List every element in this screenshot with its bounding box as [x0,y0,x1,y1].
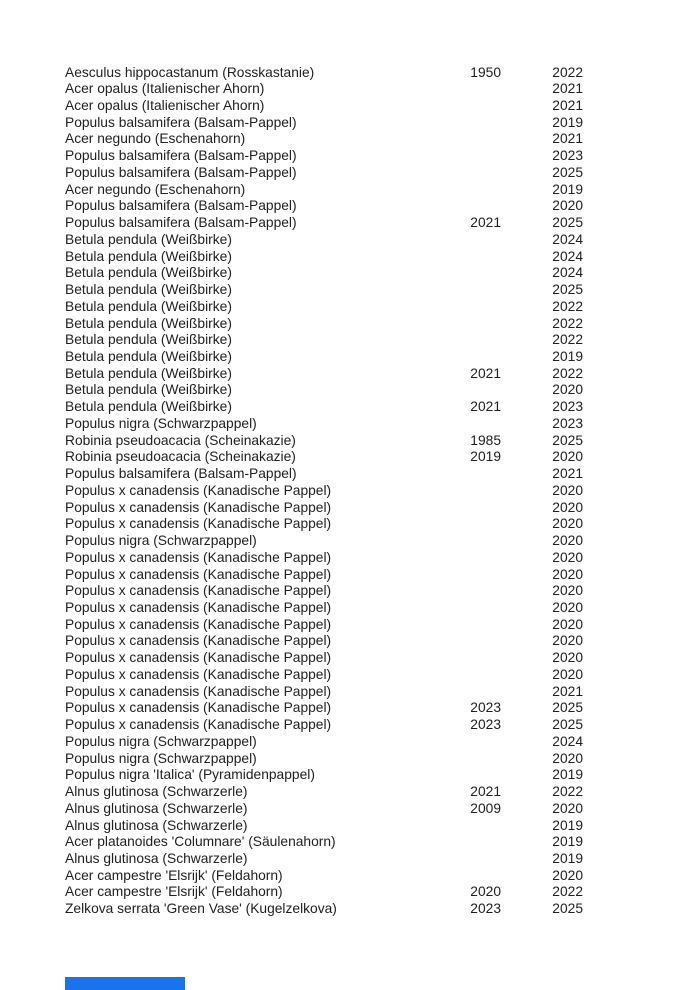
row-spacer [583,617,700,634]
row-spacer [583,131,700,148]
species-name: Betula pendula (Weißbirke) [65,248,232,264]
table-row [65,483,700,500]
table-row [65,767,700,784]
year-col-2: 2020 [552,600,583,615]
row-spacer [583,282,700,299]
tree-table [0,65,700,918]
row-spacer [583,650,700,667]
species-name: Acer opalus (Italienischer Ahorn) [65,97,265,113]
row-spacer [583,98,700,115]
table-row [65,818,700,835]
table-row [65,399,700,416]
table-row [65,550,700,567]
table-row [65,215,700,232]
year-col-1 [436,182,501,199]
table-row [65,198,700,215]
year-col-2: 2019 [552,851,583,867]
year-col-2: 2019 [552,181,583,197]
table-row [65,382,700,399]
row-spacer [583,583,700,600]
table-row [65,533,700,550]
row-spacer [583,834,700,851]
species-name: Acer campestre 'Elsrijk' (Feldahorn) [65,884,283,900]
row-spacer [583,500,700,517]
year-col-1 [436,684,501,701]
species-name: Acer opalus (Italienischer Ahorn) [65,81,265,97]
row-spacer [583,466,700,483]
table-row [65,901,700,918]
year-col-1 [436,617,501,634]
row-spacer [583,65,700,82]
year-col-2: 2022 [552,884,583,900]
year-col-2: 2020 [552,449,583,465]
row-spacer [583,851,700,868]
row-spacer [583,232,700,249]
species-name: Robinia pseudoacacia (Scheinakazie) [65,432,296,448]
table-row [65,282,700,299]
table-row [65,633,700,650]
row-spacer [583,801,700,818]
species-name: Populus balsamifera (Balsam-Pappel) [65,215,297,231]
year-col-1 [436,349,501,366]
table-row [65,449,700,466]
year-col-1: 2019 [470,449,501,465]
year-col-1 [436,734,501,751]
row-spacer [583,550,700,567]
species-name: Populus balsamifera (Balsam-Pappel) [65,198,297,214]
year-col-1 [436,483,501,500]
year-col-1 [436,868,501,885]
species-name: Robinia pseudoacacia (Scheinakazie) [65,449,296,465]
year-col-2: 2022 [552,315,583,331]
table-row [65,416,700,433]
year-col-1 [436,600,501,617]
year-col-1 [436,115,501,132]
species-name: Populus x canadensis (Kanadische Pappel) [65,600,332,615]
year-col-1 [436,500,501,517]
species-name: Zelkova serrata 'Green Vase' (Kugelzelkova) [65,901,337,917]
table-row [65,299,700,316]
year-col-2: 2021 [552,131,583,147]
table-row [65,81,700,98]
species-name: Populus nigra (Schwarzpappel) [65,415,257,431]
year-col-1: 1950 [470,64,501,80]
row-spacer [583,198,700,215]
year-col-1 [436,148,501,165]
year-col-2: 2023 [552,148,583,164]
species-name: Betula pendula (Weißbirke) [65,399,232,415]
year-col-2: 2020 [552,482,583,498]
species-name: Betula pendula (Weißbirke) [65,265,232,281]
year-col-2: 2020 [552,666,583,682]
species-name: Acer platanoides 'Columnare' (Säulenahorn) [65,834,336,850]
year-col-1 [436,416,501,433]
year-col-2: 2021 [552,81,583,97]
year-col-1 [436,98,501,115]
species-name: Betula pendula (Weißbirke) [65,298,232,314]
row-spacer [583,516,700,533]
species-name: Populus x canadensis (Kanadische Pappel) [65,666,332,682]
table-row [65,801,700,818]
year-col-2: 2021 [552,683,583,699]
row-spacer [583,700,700,717]
year-col-1 [436,583,501,600]
table-row [65,366,700,383]
year-col-1 [436,198,501,215]
year-col-1: 1985 [470,432,501,448]
species-name: Populus x canadensis (Kanadische Pappel) [65,516,332,532]
year-col-2: 2024 [552,265,583,281]
year-col-1 [436,633,501,650]
table-row [65,349,700,366]
species-name: Populus x canadensis (Kanadische Pappel) [65,583,332,599]
table-row [65,600,700,617]
table-row [65,734,700,751]
year-col-2: 2020 [552,533,583,549]
row-spacer [583,567,700,584]
table-row [65,617,700,634]
row-spacer [583,784,700,801]
table-row [65,500,700,517]
row-spacer [583,382,700,399]
year-col-2: 2020 [552,867,583,883]
species-name: Acer campestre 'Elsrijk' (Feldahorn) [65,867,283,883]
species-name: Populus balsamifera (Balsam-Pappel) [65,164,297,180]
species-name: Populus x canadensis (Kanadische Pappel) [65,482,332,498]
table-row [65,466,700,483]
year-col-1: 2021 [470,365,501,381]
table-row [65,131,700,148]
species-name: Populus x canadensis (Kanadische Pappel) [65,700,332,716]
year-col-1 [436,232,501,249]
year-col-1 [436,851,501,868]
row-spacer [583,215,700,232]
row-spacer [583,751,700,768]
species-name: Populus x canadensis (Kanadische Pappel) [65,616,332,632]
year-col-2: 2019 [552,348,583,364]
species-name: Populus nigra (Schwarzpappel) [65,750,257,766]
year-col-1 [436,299,501,316]
table-row [65,751,700,768]
species-name: Betula pendula (Weißbirke) [65,231,232,247]
year-col-2: 2020 [552,583,583,599]
year-col-2: 2025 [552,717,583,733]
table-row [65,182,700,199]
year-col-1: 2021 [470,399,501,415]
row-spacer [583,734,700,751]
year-col-1 [436,533,501,550]
row-spacer [583,148,700,165]
row-spacer [583,433,700,450]
row-spacer [583,299,700,316]
row-spacer [583,182,700,199]
row-spacer [583,633,700,650]
table-row [65,851,700,868]
table-row [65,115,700,132]
year-col-2: 2022 [552,332,583,348]
species-name: Betula pendula (Weißbirke) [65,315,232,331]
table-row [65,868,700,885]
row-spacer [583,115,700,132]
year-col-2: 2024 [552,231,583,247]
year-col-1 [436,81,501,98]
table-row [65,232,700,249]
species-name: Populus x canadensis (Kanadische Pappel) [65,683,332,699]
year-col-1: 2023 [470,901,501,917]
table-row [65,667,700,684]
row-spacer [583,265,700,282]
row-spacer [583,81,700,98]
clipped-blue-element[interactable] [65,977,185,990]
species-name: Populus balsamifera (Balsam-Pappel) [65,466,297,482]
year-col-2: 2020 [552,633,583,649]
row-spacer [583,901,700,918]
table-row [65,148,700,165]
table-row [65,516,700,533]
row-spacer [583,818,700,835]
year-col-1: 2021 [470,784,501,800]
species-name: Betula pendula (Weißbirke) [65,282,232,298]
year-col-2: 2025 [552,901,583,917]
species-name: Populus x canadensis (Kanadische Pappel) [65,566,332,582]
table-row [65,717,700,734]
year-col-2: 2023 [552,415,583,431]
row-spacer [583,316,700,333]
year-col-2: 2020 [552,499,583,515]
row-spacer [583,868,700,885]
table-row [65,583,700,600]
row-spacer [583,483,700,500]
year-col-1 [436,516,501,533]
year-col-2: 2025 [552,432,583,448]
species-name: Populus x canadensis (Kanadische Pappel) [65,633,332,649]
species-name: Alnus glutinosa (Schwarzerle) [65,817,248,833]
year-col-2: 2025 [552,164,583,180]
row-spacer [583,667,700,684]
species-name: Populus x canadensis (Kanadische Pappel) [65,650,332,666]
year-col-2: 2022 [552,784,583,800]
species-name: Alnus glutinosa (Schwarzerle) [65,784,248,800]
year-col-2: 2020 [552,549,583,565]
table-row [65,700,700,717]
row-spacer [583,366,700,383]
year-col-2: 2020 [552,650,583,666]
table-row [65,834,700,851]
year-col-1 [436,567,501,584]
species-name: Populus x canadensis (Kanadische Pappel) [65,717,332,733]
year-col-2: 2025 [552,700,583,716]
year-col-1: 2021 [470,215,501,231]
row-spacer [583,533,700,550]
year-col-1 [436,650,501,667]
year-col-2: 2024 [552,248,583,264]
table-row [65,567,700,584]
year-col-1 [436,834,501,851]
species-name: Aesculus hippocastanum (Rosskastanie) [65,64,315,80]
year-col-2: 2020 [552,516,583,532]
year-col-1 [436,282,501,299]
table-row [65,332,700,349]
year-col-2: 2023 [552,399,583,415]
row-spacer [583,717,700,734]
species-name: Populus x canadensis (Kanadische Pappel) [65,499,332,515]
year-col-1 [436,382,501,399]
table-row [65,165,700,182]
year-col-2: 2021 [552,466,583,482]
species-name: Betula pendula (Weißbirke) [65,365,232,381]
year-col-2: 2019 [552,834,583,850]
table-row [65,650,700,667]
year-col-1 [436,550,501,567]
year-col-1: 2009 [470,800,501,816]
year-col-1 [436,466,501,483]
row-spacer [583,600,700,617]
species-name: Populus nigra 'Italica' (Pyramidenpappel) [65,767,315,783]
year-col-1: 2020 [470,884,501,900]
year-col-1: 2023 [470,717,501,733]
year-col-1 [436,751,501,768]
year-col-2: 2020 [552,750,583,766]
row-spacer [583,767,700,784]
table-row [65,433,700,450]
year-col-1 [436,316,501,333]
year-col-2: 2019 [552,114,583,130]
year-col-2: 2021 [552,97,583,113]
year-col-2: 2020 [552,198,583,214]
year-col-1 [436,249,501,266]
row-spacer [583,416,700,433]
row-spacer [583,249,700,266]
table-row [65,249,700,266]
year-col-1: 2023 [470,700,501,716]
table-row [65,98,700,115]
year-col-2: 2024 [552,733,583,749]
year-col-2: 2019 [552,767,583,783]
table-row [65,316,700,333]
row-spacer [583,349,700,366]
year-col-1 [436,131,501,148]
species-name: Populus nigra (Schwarzpappel) [65,733,257,749]
species-name: Populus balsamifera (Balsam-Pappel) [65,114,297,130]
year-col-1 [436,165,501,182]
year-col-2: 2022 [552,64,583,80]
year-col-2: 2022 [552,365,583,381]
species-name: Betula pendula (Weißbirke) [65,382,232,398]
table-row [65,784,700,801]
year-col-1 [436,332,501,349]
row-spacer [583,332,700,349]
year-col-2: 2020 [552,800,583,816]
year-col-2: 2020 [552,566,583,582]
row-spacer [583,165,700,182]
row-spacer [583,399,700,416]
year-col-1 [436,265,501,282]
species-name: Populus balsamifera (Balsam-Pappel) [65,148,297,164]
table-row [65,684,700,701]
year-col-2: 2025 [552,215,583,231]
year-col-2: 2020 [552,382,583,398]
year-col-1 [436,667,501,684]
year-col-1 [436,767,501,784]
species-name: Acer negundo (Eschenahorn) [65,181,246,197]
table-row [65,884,700,901]
year-col-2: 2019 [552,817,583,833]
year-col-1 [436,818,501,835]
table-row [65,65,700,82]
species-name: Acer negundo (Eschenahorn) [65,131,246,147]
year-col-2: 2020 [552,616,583,632]
row-spacer [583,884,700,901]
species-name: Populus x canadensis (Kanadische Pappel) [65,549,332,565]
row-spacer [583,449,700,466]
species-name: Alnus glutinosa (Schwarzerle) [65,851,248,867]
row-spacer [583,684,700,701]
species-name: Alnus glutinosa (Schwarzerle) [65,800,248,816]
year-col-2: 2022 [552,298,583,314]
species-name: Populus nigra (Schwarzpappel) [65,533,257,549]
species-name: Betula pendula (Weißbirke) [65,348,232,364]
year-col-2: 2025 [552,282,583,298]
species-name: Betula pendula (Weißbirke) [65,332,232,348]
table-row [65,265,700,282]
